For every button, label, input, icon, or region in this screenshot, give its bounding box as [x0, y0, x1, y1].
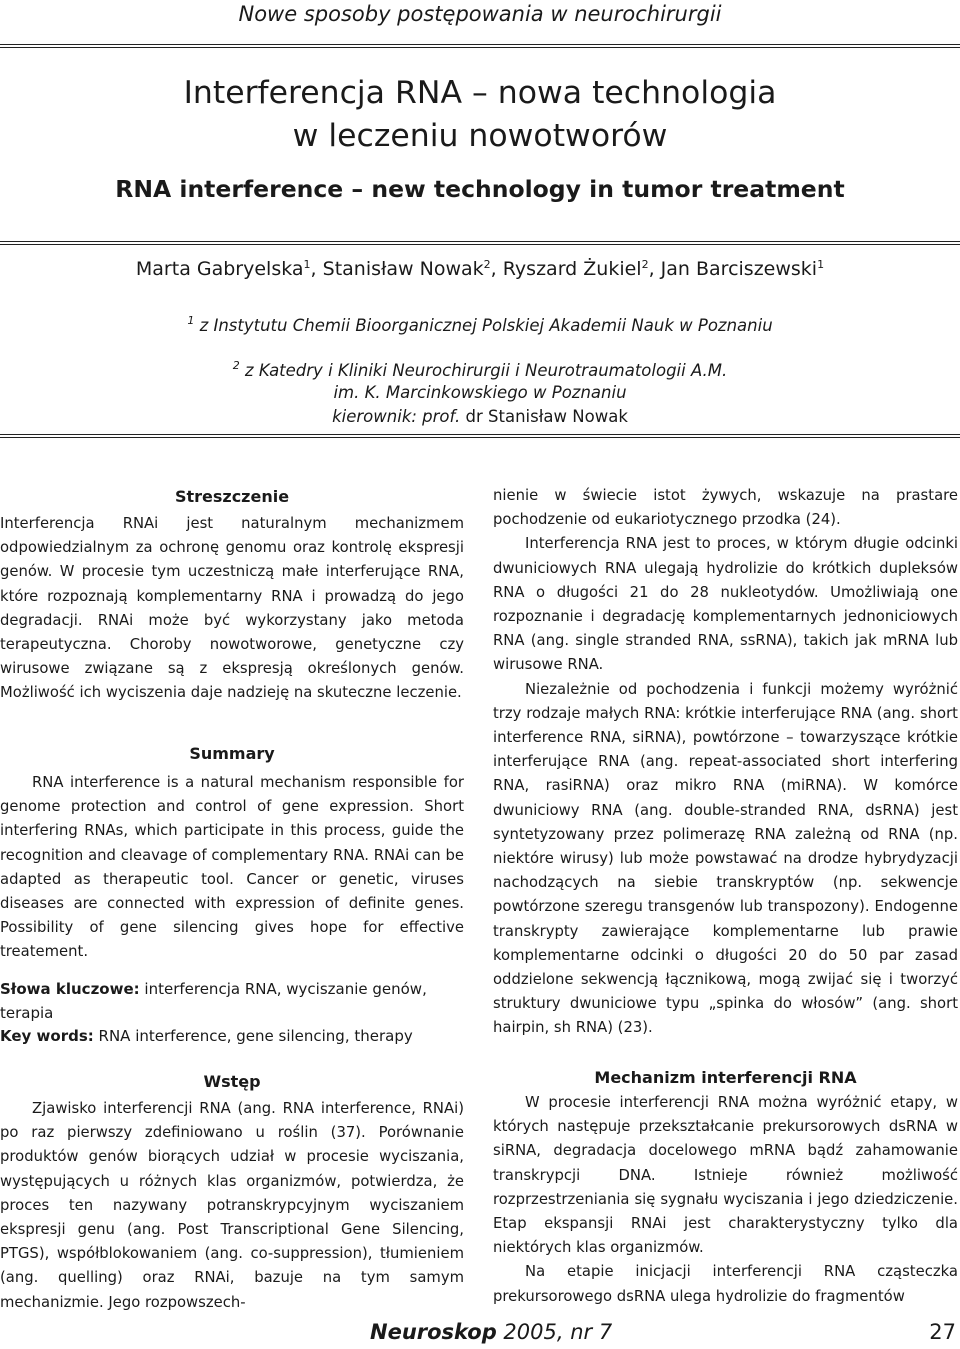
affiliation-mark: 1: [187, 314, 195, 327]
affiliation-text: z Instytutu Chemii Bioorganicznej Polskiej Akademii Nauk w Poznaniu: [194, 316, 773, 335]
keywords-english: [0, 1024, 464, 1048]
department-head: [0, 407, 960, 426]
title-rule: [0, 241, 960, 245]
title-english: RNA interference – new technology in tumor treatment: [115, 175, 845, 203]
abstract-polish: [0, 487, 464, 706]
abstract-english: [0, 744, 464, 965]
introduction-heading: Wstęp: [203, 1072, 261, 1091]
title-polish-line-2: w leczeniu nowotworów: [292, 118, 668, 154]
mechanism-heading: Mechanizm interferencji RNA: [594, 1068, 857, 1087]
author-list: [0, 258, 960, 280]
paragraph: Interferencja RNA jest to proces, w którym długie odcinki dwuniciowych RNA ulegają hydrolizie do krótkich dupleksów RNA o długości 21 do 28 nukleotydów. Umożliwiają one rozpoznanie i degradację komplementarnych jednoniciowych RNA (ang. single stranded RNA, ssRNA), takich jak mRNA lub wirusowe RNA.: [493, 535, 958, 674]
author-separator: ,: [310, 258, 323, 280]
abstract-english-heading: Summary: [189, 744, 275, 763]
running-head: Nowe sposoby postępowania w neurochirurgii: [238, 2, 722, 26]
author-name: Stanisław Nowak: [322, 258, 484, 280]
author-separator: ,: [490, 258, 503, 280]
abstract-polish-heading: Streszczenie: [174, 487, 290, 506]
author-name: Ryszard Żukiel: [502, 258, 642, 280]
department-head-label: kierownik: prof.: [332, 407, 461, 426]
author-name: Marta Gabryelska: [135, 258, 304, 280]
keywords-polish-value: interferencja RNA, wyciszanie genów, terapia: [0, 980, 427, 1022]
journal-issue: 2005, nr 7: [496, 1320, 613, 1344]
abstract-polish-text: Interferencja RNAi jest naturalnym mechanizmem odpowiedzialnym za ochronę genomu oraz kontrolę ekspresji genów. W procesie tym uczestniczą małe interferujące RNA, które rozpoznają komplementarny RNA i prowadzą do jego degradacji. RNAi może być wykorzystany jako metoda terapeutyczna. Choroby nowotworowe, genetyczne czy wirusowe związane są z ekspresją określonych genów. Możliwość ich wyciszenia daje nadzieję na skuteczne leczenie.: [0, 515, 464, 702]
paragraph: Na etapie inicjacji interferencji RNA cząsteczka prekursorowego dsRNA ulega hydrolizie do fragmentów: [493, 1263, 958, 1305]
title-polish-line-1: Interferencja RNA – nowa technologia: [183, 75, 777, 111]
introduction-text: Zjawisko interferencji RNA (ang. RNA interference, RNAi) po raz pierwszy zdefiniowano u roślin (37). Porównanie produktów genów biorących udział w procesie wyciszania, występujących u różnych klas organizmów, potwierdza, że proces ten nazywany potranskrypcyjnym wyciszaniem ekspresji genu (ang. Post Transcriptional Gene Silencing, PTGS), współblokowaniem (ang. co-suppression), tłumieniem (ang. quelling) oraz RNAi, bazuje na tym samym mechanizmie. Jego rozpowszech-: [0, 1100, 464, 1311]
title-polish: [0, 72, 960, 158]
journal-footer: [370, 1320, 612, 1344]
introduction-section: [0, 1072, 464, 1315]
mechanism-section: [493, 1068, 958, 1309]
page-number: 27: [929, 1320, 956, 1344]
keywords-polish: [0, 977, 464, 1025]
right-column-text: [493, 484, 958, 1041]
affiliation-text: z Katedry i Kliniki Neurochirurgii i Neurotraumatologii A.M.: [239, 361, 728, 380]
paragraph: nienie w świecie istot żywych, wskazuje na prastare pochodzenie od eukariotycznego przodka (24).: [493, 487, 958, 529]
affiliation-1: [0, 314, 960, 335]
header-rule: [0, 44, 960, 48]
author-affiliation-mark: 2: [641, 258, 649, 271]
affiliation-mark: 2: [232, 359, 240, 372]
affiliation-2: [0, 359, 960, 380]
affiliation-rule: [0, 434, 960, 438]
paragraph: W procesie interferencji RNA można wyróżnić etapy, w których następuje przekształcanie prekursorowych dsRNA w siRNA, degradacja docelowego mRNA bądź zahamowanie transkrypcji DNA. Istnieje również możliwość rozprzestrzeniania się sygnału wyciszania i jego dziedziczenie. Etap ekspansji RNAi jest charakterystyczny tylko dla niektórych klas organizmów.: [493, 1094, 958, 1257]
author-separator: ,: [648, 258, 661, 280]
keywords-polish-label: Słowa kluczowe:: [0, 980, 140, 998]
keywords-english-label: Key words:: [0, 1027, 94, 1045]
journal-name: Neuroskop: [370, 1320, 497, 1344]
abstract-english-text: RNA interference is a natural mechanism responsible for genome protection and control of gene expression. Short interfering RNAs, which participate in this process, guide the recognition and cleavage of complementary RNA. RNAi can be adapted as therapeutic tool. Cancer or genetic, viruses diseases are connected with expression of definite genes. Possibility of gene silencing gives hope for effective treatement.: [0, 774, 464, 961]
keywords-english-value: RNA interference, gene silencing, therapy: [93, 1027, 413, 1045]
author-name: Jan Barciszewski: [660, 258, 818, 280]
author-affiliation-mark: 2: [483, 258, 491, 271]
author-affiliation-mark: 1: [817, 258, 825, 271]
paragraph: Niezależnie od pochodzenia i funkcji możemy wyróżnić trzy rodzaje małych RNA: krótkie interferujące RNA (ang. short interference RNA, siRNA), powtórzone – towarzyszące krótkie interferujące RNA (ang. repeat-associated short interfering RNA, rasiRNA) oraz mikro RNA (miRNA). W komórce dwuniciowy RNA (ang. double-stranded RNA, dsRNA) jest syntetyzowany przez polimerazę RNA zależną od RNA (np. niektóre wirusy) lub może powstawać na drodze hybrydyzacji nachodzących na siebie transkryptów (np. sekwencje powtórzone szeregu transgenów lub transpozony). Endogenne transkrypty zawierające komplementarne lub prawie komplementarne odcinki o długości 20 do 50 par zasad oddzielone sekwencją łącznikową, mogą zwijać się i tworzyć struktury dwuniciowe typu „spinka do włosów” (ang. short hairpin, sh RNA) (23).: [493, 680, 958, 1037]
author-affiliation-mark: 1: [303, 258, 311, 271]
affiliation-2-line-2: im. K. Marcinkowskiego w Poznaniu: [333, 383, 627, 402]
department-head-name: dr Stanisław Nowak: [460, 407, 628, 426]
